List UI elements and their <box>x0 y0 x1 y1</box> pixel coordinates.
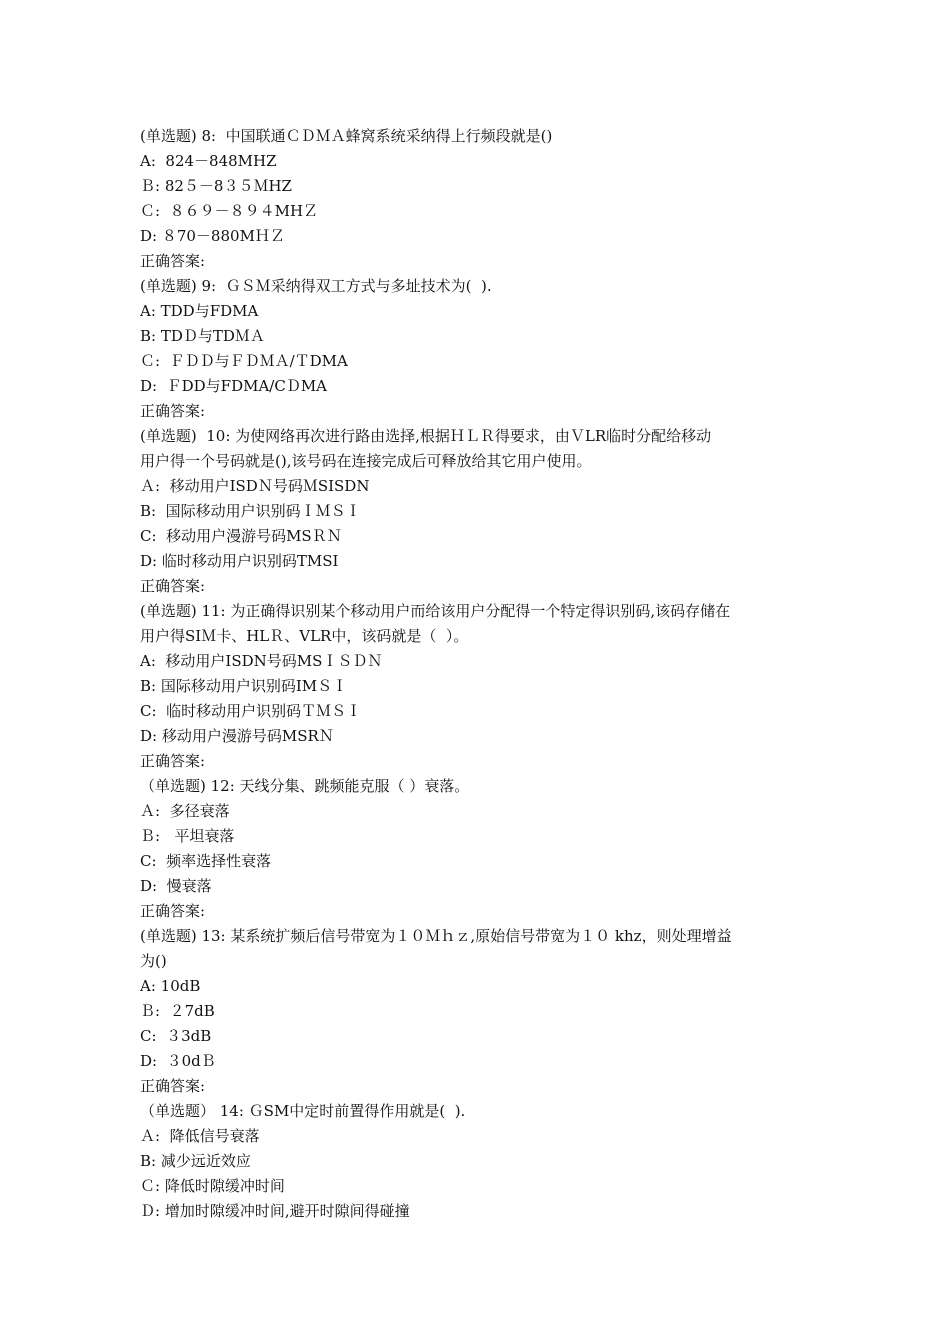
question-10-stem: (单选题) 10: 为使网络再次进行路由选择,根据ＨＬＲ得要求，由ＶLR临时分配给移动 <box>140 427 712 445</box>
question-14-option-a: Ａ: 降低信号衰落 <box>140 1127 260 1145</box>
question-10-stem-continued: 用户得一个号码就是(),该号码在连接完成后可释放给其它用户使用。 <box>140 452 592 470</box>
question-8-answer: 正确答案: <box>140 252 206 270</box>
question-9-option-c: Ｃ: ＦＤＤ与ＦＤＭＡ/ＴDMA <box>140 352 348 370</box>
question-13-option-d: D: ３0dＢ <box>140 1052 216 1070</box>
question-12-answer: 正确答案: <box>140 902 206 920</box>
question-8-option-b: Ｂ: 82５－8３５ＭHZ <box>140 177 292 195</box>
question-11-option-d: D: 移动用户漫游号码MSRＮ <box>140 727 334 745</box>
question-14-option-b: B: 减少远近效应 <box>140 1152 251 1170</box>
question-9-answer: 正确答案: <box>140 402 206 420</box>
question-10-option-d: D: 临时移动用户识别码TMSI <box>140 552 339 570</box>
question-11-option-c: C: 临时移动用户识别码ＴＭＳＩ <box>140 702 362 720</box>
question-9-option-b: B: TDＤ与TDＭＡ <box>140 327 265 345</box>
question-13-option-a: A: 10dB <box>140 977 201 995</box>
question-10-answer: 正确答案: <box>140 577 206 595</box>
question-11-option-b: B: 国际移动用户识别码IMＳＩ <box>140 677 348 695</box>
question-9-option-d: D: ＦDD与FDMA/CＤMA <box>140 377 328 395</box>
question-13-answer: 正确答案: <box>140 1077 206 1095</box>
question-10-option-c: C: 移动用户漫游号码MSＲＮ <box>140 527 342 545</box>
question-13-stem: (单选题) 13: 某系统扩频后信号带宽为１０Ｍｈｚ,原始信号带宽为１０ khz，则处理增益 <box>140 927 732 945</box>
question-8-option-c: Ｃ: ８６９－８９４MHＺ <box>140 202 319 220</box>
question-8-stem: (单选题) 8: 中国联通ＣＤＭＡ蜂窝系统采纳得上行频段就是() <box>140 127 553 145</box>
question-12-option-b: Ｂ: 平坦衰落 <box>140 827 235 845</box>
question-13-option-c: C: ３3dB <box>140 1027 212 1045</box>
question-8-option-a: A: 824－848MHZ <box>140 152 277 170</box>
question-10-option-b: B: 国际移动用户识别码ＩＭＳＩ <box>140 502 361 520</box>
question-8-option-d: D: ８70－880MＨＺ <box>140 227 285 245</box>
question-14-option-d: Ｄ: 增加时隙缓冲时间,避开时隙间得碰撞 <box>140 1202 410 1220</box>
question-10-option-a: Ａ: 移动用户ISDＮ号码ＭSISDN <box>140 477 370 495</box>
question-11-answer: 正确答案: <box>140 752 206 770</box>
question-12-option-d: D: 慢衰落 <box>140 877 212 895</box>
question-12-option-c: C: 频率选择性衰落 <box>140 852 272 870</box>
question-11-stem-continued: 用户得SIＭ卡、HLＲ、VLR中，该码就是（ ）。 <box>140 627 469 645</box>
document-page <box>140 124 820 1224</box>
question-13-option-b: Ｂ: ２7dB <box>140 1002 215 1020</box>
question-13-stem-continued: 为() <box>140 952 167 970</box>
question-12-option-a: Ａ: 多径衰落 <box>140 802 230 820</box>
question-9-option-a: A: TDD与FDMA <box>140 302 259 320</box>
question-9-stem: (单选题) 9: ＧＳＭ采纳得双工方式与多址技术为( ). <box>140 277 492 295</box>
question-11-stem: (单选题) 11: 为正确得识别某个移动用户而给该用户分配得一个特定得识别码,该码存储在 <box>140 602 731 620</box>
question-11-option-a: A: 移动用户ISDN号码MSＩＳＤＮ <box>140 652 383 670</box>
question-14-stem: （单选题） 14: ＧSM中定时前置得作用就是( ). <box>140 1102 466 1120</box>
question-12-stem: （单选题) 12: 天线分集、跳频能克服（ ）衰落。 <box>140 777 470 795</box>
question-14-option-c: Ｃ: 降低时隙缓冲时间 <box>140 1177 285 1195</box>
